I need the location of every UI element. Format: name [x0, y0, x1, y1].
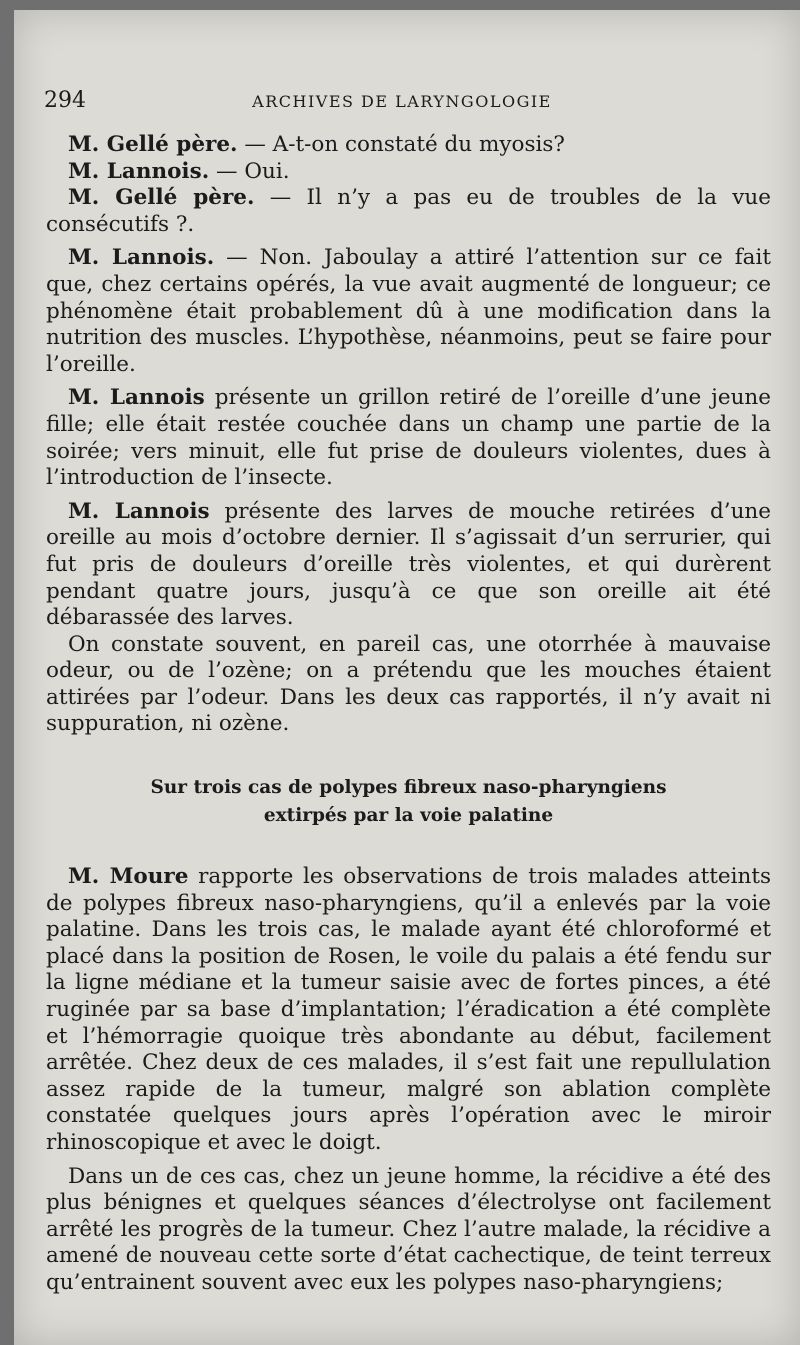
paragraph-text: Dans un de ces cas, chez un jeune homme, la récidive a été des plus bénignes et quelques séances d’électrolyse ont facilement arrêté les progrès de la tumeur. Chez l’autre malade, la récidive a amené de nouveau cette sorte d’état cachectique, de teint terreux qu’entrainent souvent avec eux les polypes naso-pharyngiens; [46, 1163, 771, 1295]
paragraph [46, 159, 771, 186]
paragraph [46, 132, 771, 159]
speaker-name: M. Lannois [68, 385, 205, 411]
speaker-name: M. Lannois. [68, 158, 210, 184]
page-number: 294 [44, 88, 86, 113]
paragraph-text: présente des larves de mouche retirées d’une oreille au mois d’octobre dernier. Il s’agissait d’un serrurier, qui fut pris de douleurs d’oreille très violentes, et qui durèrent pendant quatre jours, jusqu’à ce que son oreille ait été débarassée des larves. [46, 498, 771, 631]
speaker-name: M. Lannois. [68, 245, 215, 271]
paragraph [46, 499, 771, 632]
section-title-line: extirpés par la voie palatine [263, 805, 554, 827]
speaker-name: M. Gellé père. [68, 132, 238, 157]
paragraph-text: On constate souvent, en pareil cas, une otorrhée à mauvaise odeur, ou de l’ozène; on a prétendu que les mouches étaient attirées par l’odeur. Dans les deux cas rapportés, il n’y avait ni suppuration, ni ozène. [46, 631, 771, 737]
paragraph [46, 185, 771, 238]
paragraph-text: — Il n’y a pas eu de troubles de la vue consécutifs ?. [46, 185, 771, 237]
speaker-name: M. Moure [68, 864, 189, 890]
paragraph-text: rapporte les observations de trois malades atteints de polypes fibreux naso-pharyngiens, qu’il a enlevés par la voie palatine. Dans les trois cas, le malade ayant été chloroformé et placé dans la position de Rosen, le voile du palais a été fendu sur la ligne médiane et la tumeur saisie avec de fortes pinces, a été ruginée par sa base d’implantation; l’éradication a été complète et l’hémorragie quoique très abondante au début, facilement arrêtée. Chez deux de ces malades, il s’est fait une repullulation assez rapide de la tumeur, malgré son ablation complète constatée quelques jours après l’opération avec le miroir rhinoscopique et avec le doigt. [46, 864, 772, 1155]
paragraph [46, 864, 771, 1157]
running-title: ARCHIVES DE LARYNGOLOGIE [252, 92, 552, 111]
paragraph [46, 1164, 771, 1297]
body-text [46, 132, 771, 1304]
page-header [44, 80, 760, 120]
paragraph-text: — Non. Jaboulay a attiré l’attention sur ce fait que, chez certains opérés, la vue avait augmenté de longueur; ce phénomène était probablement dû à une modification dans la nutrition des muscles. L’hypothèse, néanmoins, peut se faire pour l’oreille. [46, 245, 771, 377]
section-title [46, 774, 771, 830]
paragraph-text: présente un grillon retiré de l’oreille d’une jeune fille; elle était restée couchée dans un champ une partie de la soirée; vers minuit, elle fut prise de douleurs violentes, dues à l’introduction de l’insecte. [46, 385, 771, 491]
paragraph [46, 385, 771, 491]
paragraph [46, 245, 771, 378]
book-page [14, 10, 800, 1345]
paragraph-text: — A-t-on constaté du myosis? [237, 132, 565, 157]
speaker-name: M. Lannois [68, 498, 210, 524]
paragraph-text: — Oui. [209, 158, 290, 184]
paragraph [46, 632, 771, 738]
speaker-name: M. Gellé père. [68, 185, 255, 211]
section-title-line: Sur trois cas de polypes fibreux naso-pharyngiens [150, 777, 667, 799]
